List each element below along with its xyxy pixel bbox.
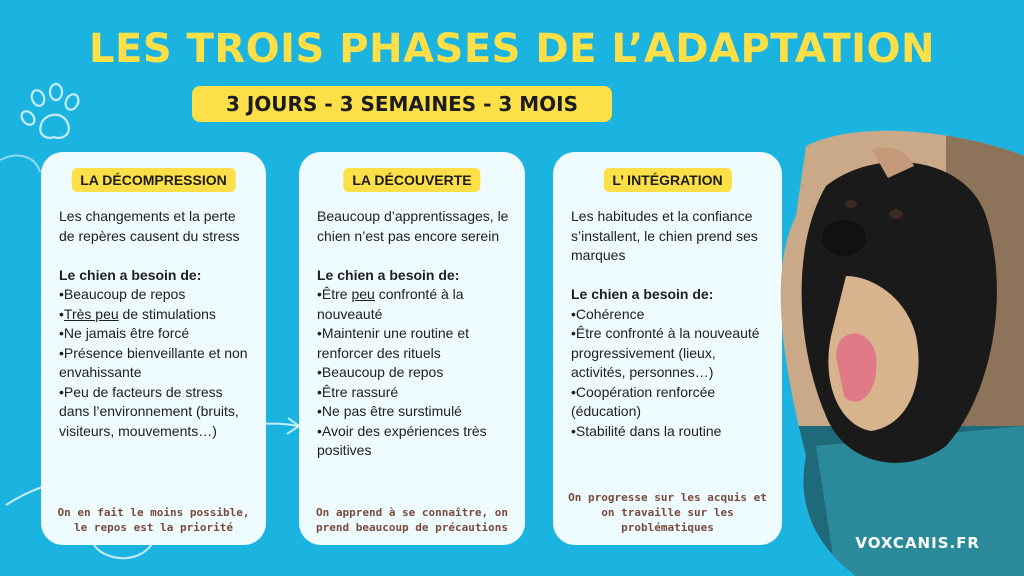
phase-description: Beaucoup d’apprentissages, le chien n’est pas encore serein (317, 208, 509, 244)
list-item: • Ne jamais être forcé (59, 324, 252, 344)
paw-print-icon (16, 82, 90, 156)
list-item-text: confronté à la nouveauté (317, 286, 464, 322)
phase-description: Les changements et la perte de repères causent du stress (59, 208, 240, 244)
list-item: • Présence bienveillante et non envahissante (59, 344, 252, 383)
list-item: • Être confronté à la nouveauté progressivement (lieux, activités, personnes…) (571, 324, 768, 383)
phase-summary: On en fait le moins possible, le repos est la priorité (57, 506, 250, 534)
phase-title: LA DÉCOUVERTE (343, 168, 480, 192)
phase-summary: On apprend à se connaître, on prend beaucoup de précautions (315, 506, 509, 534)
list-item: • Être rassuré (317, 383, 511, 403)
list-item-text: de stimulations (122, 305, 216, 322)
timeline-banner: 3 JOURS - 3 SEMAINES - 3 MOIS (192, 86, 612, 122)
list-item (317, 285, 511, 324)
phase-card-decompression (41, 152, 266, 545)
phase-title: L’ INTÉGRATION (603, 168, 731, 192)
underlined-text: Très peu (63, 305, 119, 322)
underlined-text: peu (351, 286, 375, 302)
list-item-text: Être (321, 286, 348, 302)
list-item: • Beaucoup de repos (59, 285, 252, 305)
list-item: • Ne pas être surstimulé (317, 402, 511, 422)
list-item: • Beaucoup de repos (317, 363, 511, 383)
phase-title: LA DÉCOMPRESSION (71, 168, 236, 192)
list-item (59, 305, 252, 325)
list-item: • Cohérence (571, 305, 768, 325)
list-item: • Coopération renforcée (éducation) (571, 383, 768, 422)
list-item: • Maintenir une routine et renforcer des rituels (317, 324, 511, 363)
needs-heading: Le chien a besoin de: (571, 286, 714, 302)
dog-photo (776, 126, 1024, 576)
list-item: • Peu de facteurs de stress dans l’environnement (bruits, visiteurs, mouvements…) (59, 383, 252, 442)
list-item: • Avoir des expériences très positives (317, 422, 511, 461)
phase-description: Les habitudes et la confiance s’installent, le chien prend ses marques (571, 208, 758, 263)
phase-card-integration (553, 152, 782, 545)
needs-heading: Le chien a besoin de: (317, 266, 460, 283)
needs-list (571, 305, 768, 442)
list-item: • Stabilité dans la routine (571, 422, 768, 442)
brand-logo: VOXCANIS.FR (855, 534, 980, 552)
page-title: LES TROIS PHASES DE L’ADAPTATION (89, 26, 935, 72)
needs-list (317, 285, 511, 461)
phase-summary: On progresse sur les acquis et on travaille sur les problématiques (568, 491, 767, 534)
phase-card-decouverte (299, 152, 525, 545)
needs-list (59, 285, 252, 441)
needs-heading: Le chien a besoin de: (59, 266, 202, 283)
